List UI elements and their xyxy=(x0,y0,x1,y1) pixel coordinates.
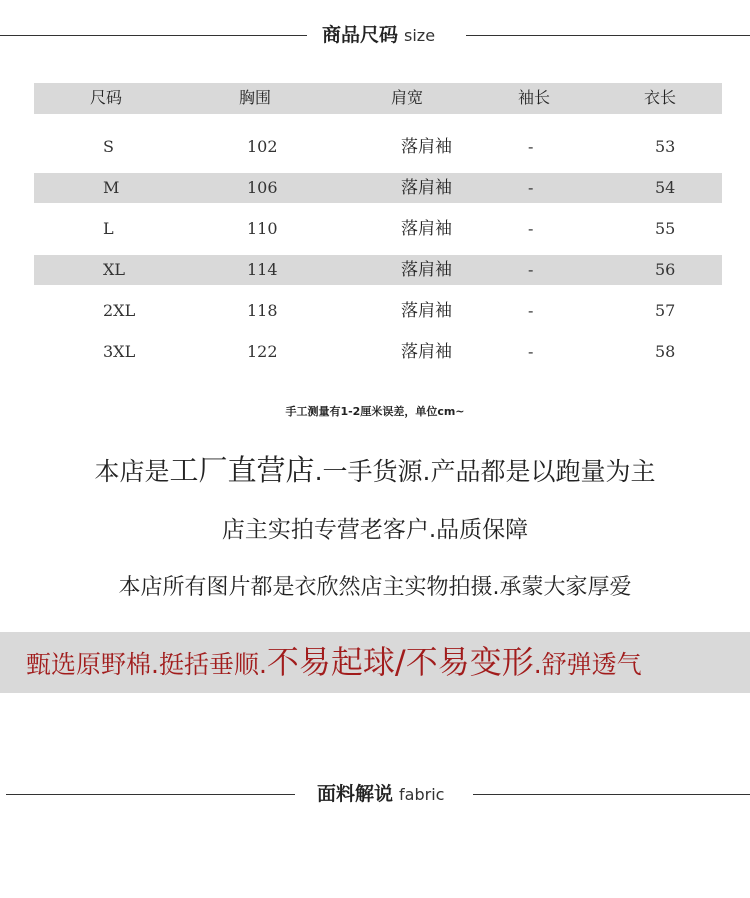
promo-line-1 xyxy=(0,448,750,489)
promo-line-3: 本店所有图片都是衣欣然店主实物拍摄.承蒙大家厚爱 xyxy=(118,575,632,600)
divider-right xyxy=(466,35,750,36)
cell-shoulder: 落肩袖 xyxy=(401,178,452,198)
cell-sleeve: - xyxy=(528,178,534,197)
header-length: 衣长 xyxy=(644,88,677,107)
promo-line-1-b: 工厂直营店 xyxy=(169,453,315,487)
cell-length: 55 xyxy=(655,219,676,238)
cell-shoulder: 落肩袖 xyxy=(401,260,452,280)
cell-sleeve: - xyxy=(528,301,534,320)
measurement-note: 手工测量有1-2厘米误差，单位cm~ xyxy=(285,405,465,418)
divider-right xyxy=(473,794,750,795)
table-row xyxy=(34,296,722,326)
cell-size: 2XL xyxy=(103,301,136,320)
promo-line-1-a: 本店是 xyxy=(94,457,170,486)
cell-chest: 106 xyxy=(247,178,278,197)
promo-line-2: 店主实拍专营老客户.品质保障 xyxy=(221,517,529,543)
cell-shoulder: 落肩袖 xyxy=(401,219,452,239)
header-shoulder: 肩宽 xyxy=(391,88,424,107)
cell-size: L xyxy=(103,219,114,238)
fabric-section-title xyxy=(317,779,444,809)
cell-length: 56 xyxy=(655,260,676,279)
cell-shoulder: 落肩袖 xyxy=(401,342,452,362)
header-chest: 胸围 xyxy=(239,88,272,107)
table-row xyxy=(34,214,722,244)
cell-sleeve: - xyxy=(528,137,534,156)
cell-chest: 110 xyxy=(247,219,278,238)
size-section-title xyxy=(322,20,435,50)
size-title-en: size xyxy=(404,26,436,45)
cell-chest: 118 xyxy=(247,301,278,320)
feature-banner-text xyxy=(26,632,642,693)
cell-sleeve: - xyxy=(528,219,534,238)
divider-left xyxy=(0,35,307,36)
cell-size: M xyxy=(103,178,120,197)
banner-part-1: 甄选原野棉.挺括垂顺. xyxy=(26,650,267,679)
cell-chest: 102 xyxy=(247,137,278,156)
cell-length: 54 xyxy=(655,178,676,197)
size-section-header xyxy=(0,20,750,50)
cell-size: S xyxy=(103,137,114,156)
size-table xyxy=(34,83,722,367)
cell-chest: 122 xyxy=(247,342,278,361)
banner-part-2: 不易起球/不易变形 xyxy=(266,643,534,681)
cell-shoulder: 落肩袖 xyxy=(401,301,452,321)
promo-line-1-c: .一手货源.产品都是以跑量为主 xyxy=(314,457,656,486)
feature-banner xyxy=(0,632,750,693)
fabric-title-cn: 面料解说 xyxy=(317,783,394,805)
cell-length: 58 xyxy=(655,342,676,361)
header-size: 尺码 xyxy=(90,88,123,107)
cell-length: 53 xyxy=(655,137,676,156)
fabric-title-en: fabric xyxy=(399,785,445,804)
cell-shoulder: 落肩袖 xyxy=(401,137,452,157)
cell-chest: 114 xyxy=(247,260,278,279)
cell-sleeve: - xyxy=(528,260,534,279)
cell-sleeve: - xyxy=(528,342,534,361)
cell-size: 3XL xyxy=(103,342,136,361)
banner-part-3: .舒弹透气 xyxy=(533,650,642,679)
fabric-section-header xyxy=(0,779,750,809)
table-row xyxy=(34,337,722,367)
table-header-row xyxy=(34,83,722,114)
header-sleeve: 袖长 xyxy=(518,88,551,107)
cell-length: 57 xyxy=(655,301,676,320)
cell-size: XL xyxy=(103,260,126,279)
divider-left xyxy=(6,794,295,795)
table-row xyxy=(34,255,722,285)
table-row xyxy=(34,173,722,203)
size-title-cn: 商品尺码 xyxy=(322,24,399,46)
table-row xyxy=(34,132,722,162)
